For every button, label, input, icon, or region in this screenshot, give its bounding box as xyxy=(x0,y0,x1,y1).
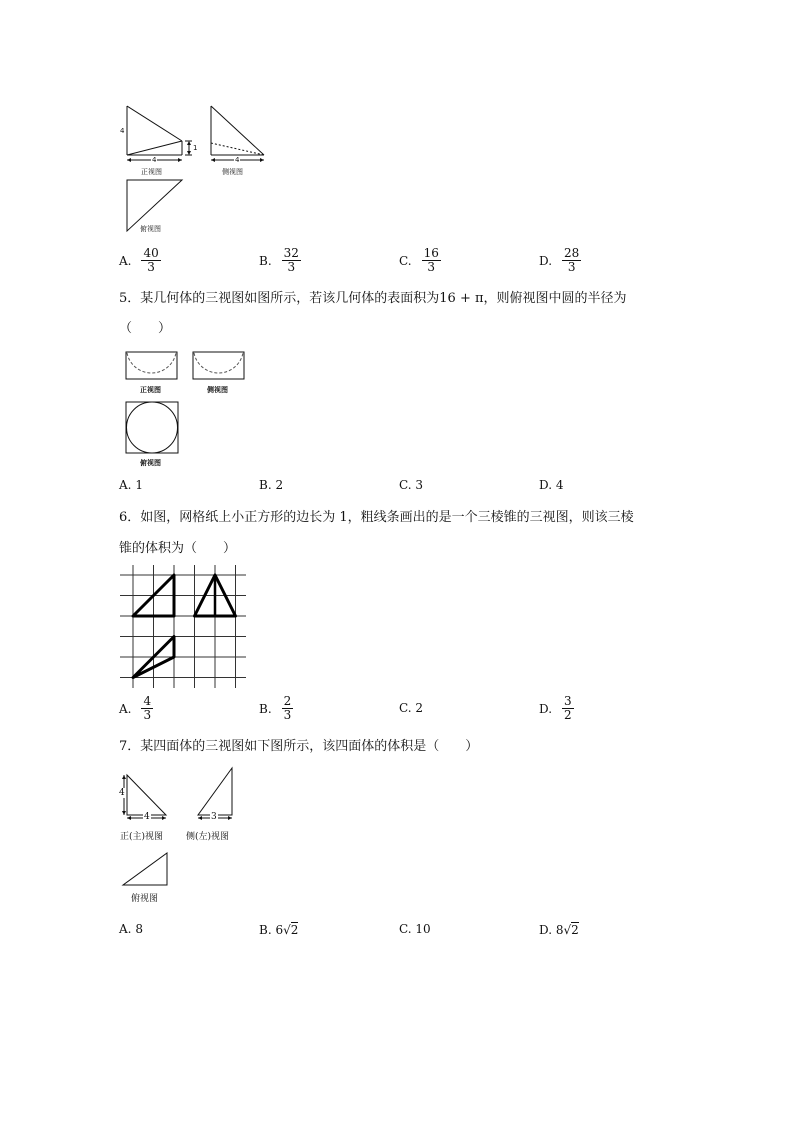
option-value: 2 xyxy=(415,701,424,715)
option-letter: B. xyxy=(259,253,272,268)
option-letter: D. xyxy=(539,478,553,492)
radicand: 2 xyxy=(571,923,579,937)
denominator: 2 xyxy=(564,708,572,722)
option-letter: D. xyxy=(539,253,553,268)
q7-side-caption: 侧(左)视图 xyxy=(186,832,230,842)
option-letter: B. xyxy=(259,478,272,492)
q5-top-caption: 俯视图 xyxy=(140,459,161,467)
denominator: 3 xyxy=(567,260,576,274)
numerator: 32 xyxy=(283,246,299,260)
option-value: 2 xyxy=(275,478,284,492)
q7-question-line1: 7．某四面体的三视图如下图所示，该四面体的体积是（ ） xyxy=(119,739,479,754)
option-value: 1 xyxy=(135,478,143,492)
q7-option-d[interactable] xyxy=(539,922,579,937)
q6-question-line2: 锥的体积为（ ） xyxy=(119,541,237,556)
q4-front-caption: 正视图 xyxy=(141,168,162,176)
denominator: 3 xyxy=(283,708,292,722)
option-letter: C. xyxy=(399,922,412,936)
radicand: 2 xyxy=(290,923,299,937)
sqrt-icon: √ xyxy=(563,922,572,937)
option-value: 10 xyxy=(415,922,431,936)
option-value: 4 xyxy=(555,478,564,492)
q7-dim-front-width: 4 xyxy=(144,812,150,822)
q4-dim-side-width: 4 xyxy=(235,156,240,164)
q5-question-line2: （ ） xyxy=(119,321,172,336)
denominator: 3 xyxy=(427,260,436,274)
coefficient: 6 xyxy=(275,922,284,937)
q4-side-caption: 侧视图 xyxy=(222,168,243,176)
q7-option-a[interactable] xyxy=(119,922,143,936)
denominator: 3 xyxy=(147,260,155,274)
numerator: 4 xyxy=(143,694,152,708)
q7-option-b[interactable] xyxy=(259,922,298,937)
q7-top-caption: 俯视图 xyxy=(131,894,159,904)
sqrt-icon: √ xyxy=(283,922,291,937)
q7-dim-side-width: 3 xyxy=(211,812,217,822)
denominator: 3 xyxy=(287,260,296,274)
option-letter: D. xyxy=(539,701,553,716)
coefficient: 8 xyxy=(555,922,564,937)
option-letter: A. xyxy=(119,701,132,716)
numerator: 2 xyxy=(283,694,292,708)
option-letter: B. xyxy=(259,922,272,937)
option-letter: A. xyxy=(119,478,132,492)
option-letter: A. xyxy=(119,922,132,936)
q6-question-line1: 6．如图，网格纸上小正方形的边长为 1，粗线条画出的是一个三棱锥的三视图，则该三棱 xyxy=(119,510,634,525)
q4-dim-front-height: 4 xyxy=(120,127,125,135)
numerator: 16 xyxy=(423,246,439,260)
option-value: 3 xyxy=(415,478,424,492)
q5-question-line1: 5．某几何体的三视图如图所示，若该几何体的表面积为16 + π，则俯视图中圆的半径为 xyxy=(119,291,627,306)
q7-option-c[interactable] xyxy=(399,922,431,936)
option-value: 8 xyxy=(135,922,143,936)
option-letter: C. xyxy=(399,478,412,492)
option-letter: C. xyxy=(399,701,412,715)
q5-side-caption: 侧视图 xyxy=(207,386,228,394)
numerator: 28 xyxy=(564,246,580,260)
q7-dim-height: 4 xyxy=(119,788,125,798)
q7-front-caption: 正(主)视图 xyxy=(120,832,164,842)
q5-front-caption: 正视图 xyxy=(140,386,161,394)
q4-dim-front-width: 4 xyxy=(152,156,157,164)
numerator: 40 xyxy=(143,246,159,260)
option-letter: D. xyxy=(539,922,553,937)
q4-top-caption: 俯视图 xyxy=(140,225,161,233)
option-letter: A. xyxy=(119,253,132,268)
option-letter: B. xyxy=(259,701,272,716)
denominator: 3 xyxy=(143,708,152,722)
q4-dim-front-small: 1 xyxy=(193,144,198,152)
option-letter: C. xyxy=(399,253,412,268)
numerator: 3 xyxy=(564,694,572,708)
